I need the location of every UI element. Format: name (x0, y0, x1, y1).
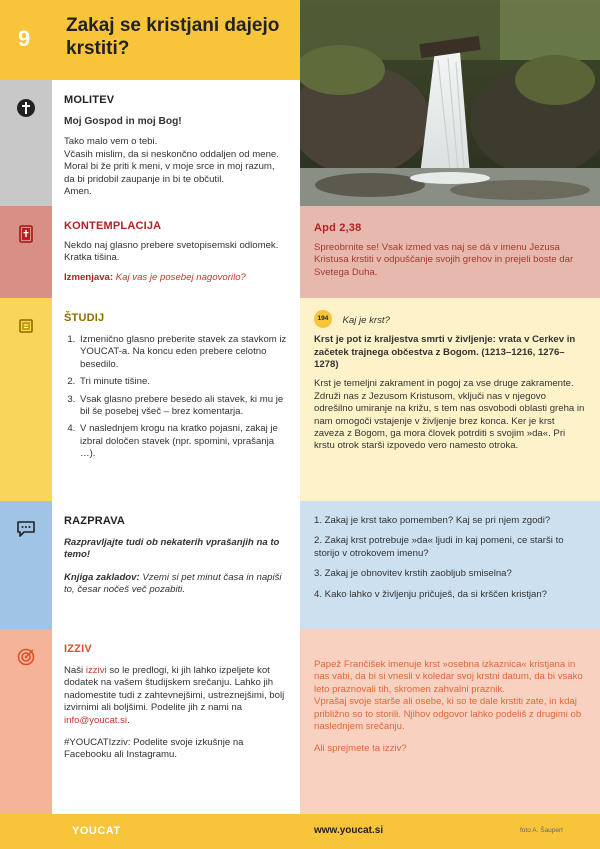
cross-icon (16, 98, 36, 118)
discussion-question: 3. Zakaj je obnovitev krstih zaobljub smiselna? (314, 568, 512, 580)
target-icon (16, 647, 36, 667)
catechism-number-badge: 194 (314, 310, 332, 328)
section-izziv (0, 629, 600, 814)
catechism-answer: Krst je temeljni zakrament in pogoj za vse druge zakramente. Združi nas z Jezusom Kristusom, vključi nas v njegovo odrešilno umiranje na križu, s tem nas osvobodi oblasti greha in nam omogoči vstajenje v življenje brez konca. Ker je krst zaveza z Bogom, ga mora človek potrditi s svojim »da«. Pri krstu otrok starši izpovedo vero namesto otroka. (314, 378, 585, 452)
study-steps (78, 334, 288, 461)
challenge-text: Papež Frančišek imenuje krst »osebna izkaznica« kristjana in nas vabi, da bi si vnesli v koledar svoj krstni datum, da bi vsako leto praznovali tih, skromen zahvalni praznik. (314, 659, 583, 695)
notebook-icon (16, 316, 36, 336)
studij-heading: ŠTUDIJ (64, 312, 105, 324)
challenge-panel (300, 629, 600, 814)
challenge-question: Ali sprejmete ta izziv? (314, 743, 407, 755)
molitev-subtitle: Moj Gospod in moj Bog! (64, 116, 182, 127)
website-link[interactable]: www.youcat.si (314, 825, 384, 836)
study-step: 3. Vsak glasno prebere besedo ali stavek, ki mu je bil še posebej všeč – brez komentarja. (78, 394, 288, 419)
razprava-sidebar (0, 501, 52, 629)
izziv-content (52, 629, 300, 814)
page-footer (0, 814, 600, 849)
catechism-panel (300, 298, 600, 501)
prayer-line: Amen. (64, 186, 92, 198)
catechism-answer-bold: Krst je pot iz kraljestva smrti v življenje: vrata v Cerkev in začetek trajnega občestva z Bogom. (1213–1216, 1276–1278) (314, 334, 576, 371)
studij-sidebar (0, 298, 52, 501)
prayer-line: da bi pridobil zaupanje in bi te občutil. (64, 173, 225, 185)
molitev-content (52, 80, 300, 206)
molitev-heading: MOLITEV (64, 94, 115, 106)
razprava-content (52, 501, 300, 629)
waterfall-photo (300, 0, 600, 206)
prayer-line: Moral bi že priti k meni, v moje srce in moj razum, (64, 161, 275, 173)
scripture-verse: Spreobrnite se! Vsak izmed vas naj se dá v imenu Jezusa Kristusa krstiti v odpuščanje svojih grehov in prejeli boste dar Svetega Duha. (314, 242, 574, 278)
kontemplacija-sidebar (0, 206, 52, 298)
study-step: 4. V naslednjem krogu na kratko pojasni, zakaj je izbral določen stavek (npr. spomini, vprašanja …). (78, 423, 288, 460)
section-studij (0, 298, 600, 501)
kontemplacija-content (52, 206, 300, 298)
catechism-question: Kaj je krst? (342, 315, 390, 327)
study-step: 2. Tri minute tišine. (78, 376, 288, 388)
discussion-question: 1. Zakaj je krst tako pomemben? Kaj se pri njem zgodi? (314, 515, 551, 526)
study-step: 1. Izmenično glasno preberite stavek za stavkom iz YOUCAT-a. Na koncu eden prebere celotno besedilo. (78, 334, 288, 371)
kontemplacija-heading: KONTEMPLACIJA (64, 220, 162, 232)
izziv-keyword: izzivi (85, 665, 107, 676)
discussion-question: 4. Kako lahko v življenju pričuješ, da si krščen kristjan? (314, 588, 548, 600)
prayer-line: Tako malo vem o tebi. (64, 136, 158, 148)
izziv-share: #YOUCATIzziv: Podelite svoje izkušnje na Facebooku ali Instagramu. (64, 737, 244, 761)
scripture-ref: Apd 2,38 (314, 222, 362, 234)
kontemplacija-text: Nekdo naj glasno prebere svetopisemski odlomek. Kratka tišina. (64, 240, 279, 264)
bible-icon (16, 224, 36, 244)
section-razprava (0, 501, 600, 629)
challenge-text: Vprašaj svoje starše ali osebe, ki so te dale krstiti zate, in kdaj približno so to storili. Njihov odgovor lahko podeliš z drugimi ob naslednjem srečanju. (314, 696, 582, 733)
scripture-panel (300, 206, 600, 298)
lesson-number: 9 (18, 26, 31, 51)
studij-content (52, 298, 300, 501)
discussion-questions (300, 501, 600, 629)
izziv-text: Naši (64, 665, 86, 676)
exchange-label: Izmenjava: (64, 271, 114, 283)
treasure-book-text: Vzemi si pet minut časa in napiši to, česar nočeš več pozabiti. (64, 571, 282, 596)
youcat-logo: YOUCAT (72, 825, 121, 837)
molitev-sidebar (0, 80, 52, 206)
izziv-text: so le predlogi, ki jih lahko izpeljete kot dodatek na vašem študijskem srečanju. Lahko jih nadomestite tudi z zahtevnejšimi, ustreznejšimi, bolj izvirnimi ali boljšimi. Podelite jih z nami na (64, 665, 285, 714)
speech-bubble-icon (16, 519, 36, 539)
razprava-lead: Razpravljajte tudi ob nekaterih vprašanjih na to temo! (64, 537, 280, 561)
treasure-book-label: Knjiga zakladov: (64, 571, 140, 583)
exchange-question: Kaj vas je posebej nagovorilo? (115, 271, 246, 283)
izziv-sidebar (0, 629, 52, 814)
section-kontemplacija (0, 206, 600, 298)
contact-email-link[interactable]: info@youcat.si (64, 714, 128, 726)
izziv-heading: IZZIV (64, 643, 92, 655)
razprava-heading: RAZPRAVA (64, 515, 126, 527)
photo-credit: foto A. Šauperl (520, 827, 563, 834)
discussion-question: 2. Zakaj krst potrebuje »da« ljudi in kaj pomeni, ce starši to storijo v otrokovem imenu? (314, 535, 564, 559)
page-title: Zakaj se kristjani dajejo krstiti? (66, 15, 280, 59)
izziv-text: . (127, 714, 130, 726)
prayer-line: Včasih mislim, da si neskončno oddaljen od mene. (64, 148, 279, 160)
